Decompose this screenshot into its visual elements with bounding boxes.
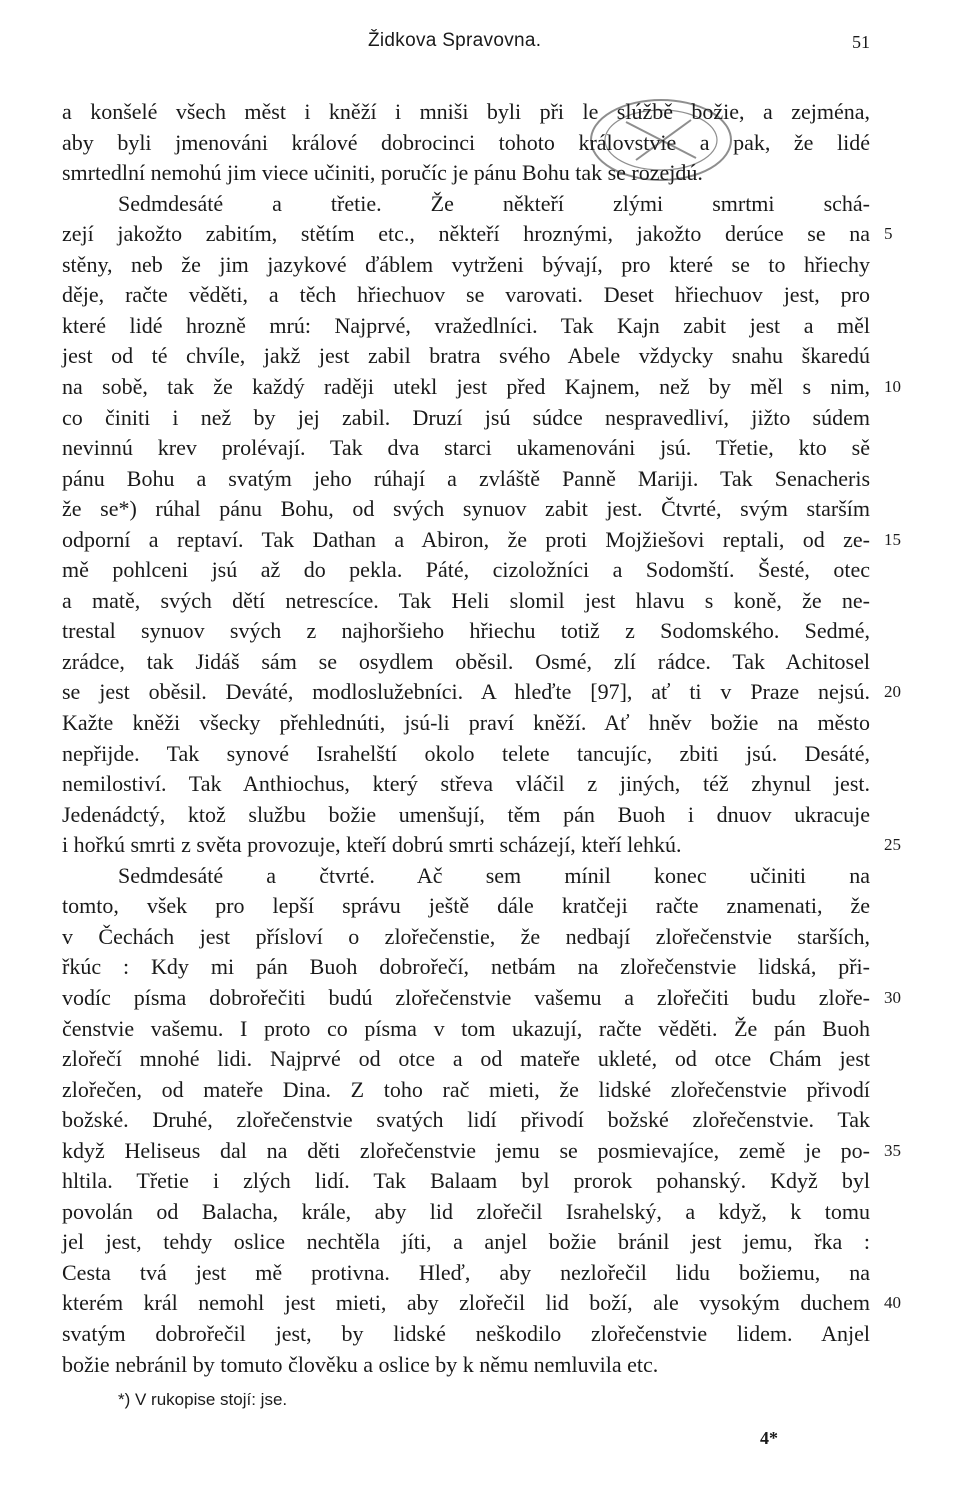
text-line: co činiti i než by jej zabil. Druzí jsú súdce nespravedliví, jižto súdem [62,404,870,430]
text-line: mě pohlceni jsú až do pekla. Páté, cizoložníci a Sodomští. Šesté, otec [62,557,870,583]
text-line: řkúc : Kdy mi pán Buoh dobrořečí, netbám na zlořečenstvie lidská, při- [62,954,870,980]
text-line: zejí jakožto zabitím, stětím etc., někteří hroznými, jakožto derúce se na [62,221,870,247]
line-number: 20 [884,682,901,702]
text-line: vodíc písma dobrořečiti budú zlořečenstvie vašemu a zlořečiti budu zloře- [62,984,870,1010]
line-number: 15 [884,529,901,549]
text-line: Kažte kněži všecky přehlednúti, jsú-li praví kněží. Ať hněv božie na město [62,710,870,735]
text-line: na sobě, tak že každý raději utekl jest před Kajnem, než by měl s nim, [62,373,870,399]
text-line: Sedmdesáté a čtvrté. Ač sem mínil konec učiniti na [118,862,870,888]
text-line: pánu Bohu a svatým jeho rúhají a zvláště Panně Mariji. Tak Senacheris [62,465,870,491]
line-number: 5 [884,224,893,244]
text-line: děje, račte věděti, a těch hřiechuov se varovati. Deset hřiechuov jest, pro [62,282,870,308]
line-number: 10 [884,376,901,396]
line-number: 30 [884,987,901,1007]
text-line: povolán od Balacha, krále, aby lid zlořečil Israhelský, a když, k tomu [62,1198,870,1224]
line-number: 35 [884,1140,901,1160]
line-number: 25 [884,835,901,855]
line-number: 40 [884,1293,901,1313]
text-line: božské. Druhé, zlořečenstvie svatých lidí přivodí božské zlořečenstvie. Tak [62,1107,870,1133]
running-title: Židkova Spravovna. [368,30,542,51]
text-line: hltila. Třetie i zlých lidí. Tak Balaam byl prorok pohanský. Když byl [62,1168,870,1194]
text-line: se jest oběsil. Deváté, modloslužebníci. A hleďte [97], ať ti v Praze nejsú. [62,679,870,705]
text-line: trestal synuov svých z najhoršieho hřiechu totiž z Sodomského. Sedmé, [62,618,870,644]
text-line: které lidé hrozně mrú: Najprvé, vražedlníci. Tak Kajn zabit jest a měl [62,312,870,338]
text-line: nepřijde. Tak synové Israhelští okolo telete tancujíc, zbiti jsú. Desáté, [62,740,870,766]
text-line: nemilostiví. Tak Anthiochus, který střeva vláčil z jiných, též zhynul jest. [62,771,870,797]
text-line: čenstvie vašemu. I proto co písma v tom ukazují, račte věděti. Že pán Buoh [62,1015,870,1041]
text-line: zlořečen, od mateře Dina. Z toho rač mieti, že lidské zlořečenstvie přivodí [62,1076,870,1102]
text-line: nevinnú krev prolévají. Tak dva starci ukamenováni jsú. Třetie, kto sě [62,435,870,461]
text-line: Cesta tvá jest mě protivna. Hleď, aby nezlořečil lidu božiemu, na [62,1259,870,1285]
text-line: zrádce, tak Jidáš sám se osydlem oběsil. Osmé, zlí rádce. Tak Achitosel [62,648,870,674]
text-line: svatým dobrořečil jest, by lidské neškodilo zlořečenstvie lidem. Anjel [62,1321,870,1346]
text-line: kterém král nemohl jest mieti, aby zlořečil lid boží, ale vysokým duchem [62,1290,870,1316]
text-line: smrtedlní nemohú jim viece učiniti, poručíc je pánu Bohu tak se rozejdú. [62,160,703,186]
text-line: a konšelé všech měst i kněží i mniši byli při le slúžbě božie, a zejména, [62,99,870,124]
text-line: když Heliseus dal na děti zlořečenstvie jemu se posmievajíce, země je po- [62,1137,870,1163]
running-head [0,30,960,60]
text-line: odporní a reptaví. Tak Dathan a Abiron, že proti Mojžiešovi reptali, od ze- [62,526,870,552]
text-line: tomto, všek pro lepší správu ještě dále kratčeji račte znamenati, že [62,893,870,919]
signature-mark: 4* [760,1428,778,1448]
text-line: že se*) rúhal pánu Bohu, od svých synuov zabit jest. Čtvrté, svým starším [62,496,870,522]
page-number: 51 [852,32,870,52]
text-line: aby byli jmenováni králové dobrocinci tohoto královstvie a pak, že lidé [62,129,870,155]
text-line: Jedenádctý, ktož službu božie umenšují, těm pán Buoh i dnuov ukracuje [62,801,870,827]
text-line: v Čechách jest přísloví o zlořečenstie, že nedbají zlořečenstvie starších, [62,923,870,949]
text-line: zlořečí mnohé lidi. Najprvé od otce a od mateře ukleté, od otce Chám jest [62,1046,870,1072]
text-line: jest od té chvíle, jakž jest zabil bratra svého Abele vždycky snahu škaredú [62,343,870,369]
text-line: stěny, neb že jim jazykové ďáblem vytrženi bývají, pro které se to hřiechy [62,251,870,277]
text-line: jel jest, tehdy oslice nechtěla jíti, a anjel božie bránil jest jemu, řka : [62,1229,870,1255]
text-line: a matě, svých dětí netrescíce. Tak Heli slomil jest hlavu s koně, že ne- [62,587,870,613]
footnote: *) V rukopise stojí: jse. [118,1390,288,1409]
text-line: božie nebránil by tomuto člověku a oslice by k němu nemluvila etc. [62,1351,659,1377]
text-line: Sedmdesáté a třetie. Že někteří zlými smrtmi schá- [118,190,870,216]
text-line: i hořkú smrti z světa provozuje, kteří dobrú smrti scházejí, kteří lehkú. [62,832,682,858]
